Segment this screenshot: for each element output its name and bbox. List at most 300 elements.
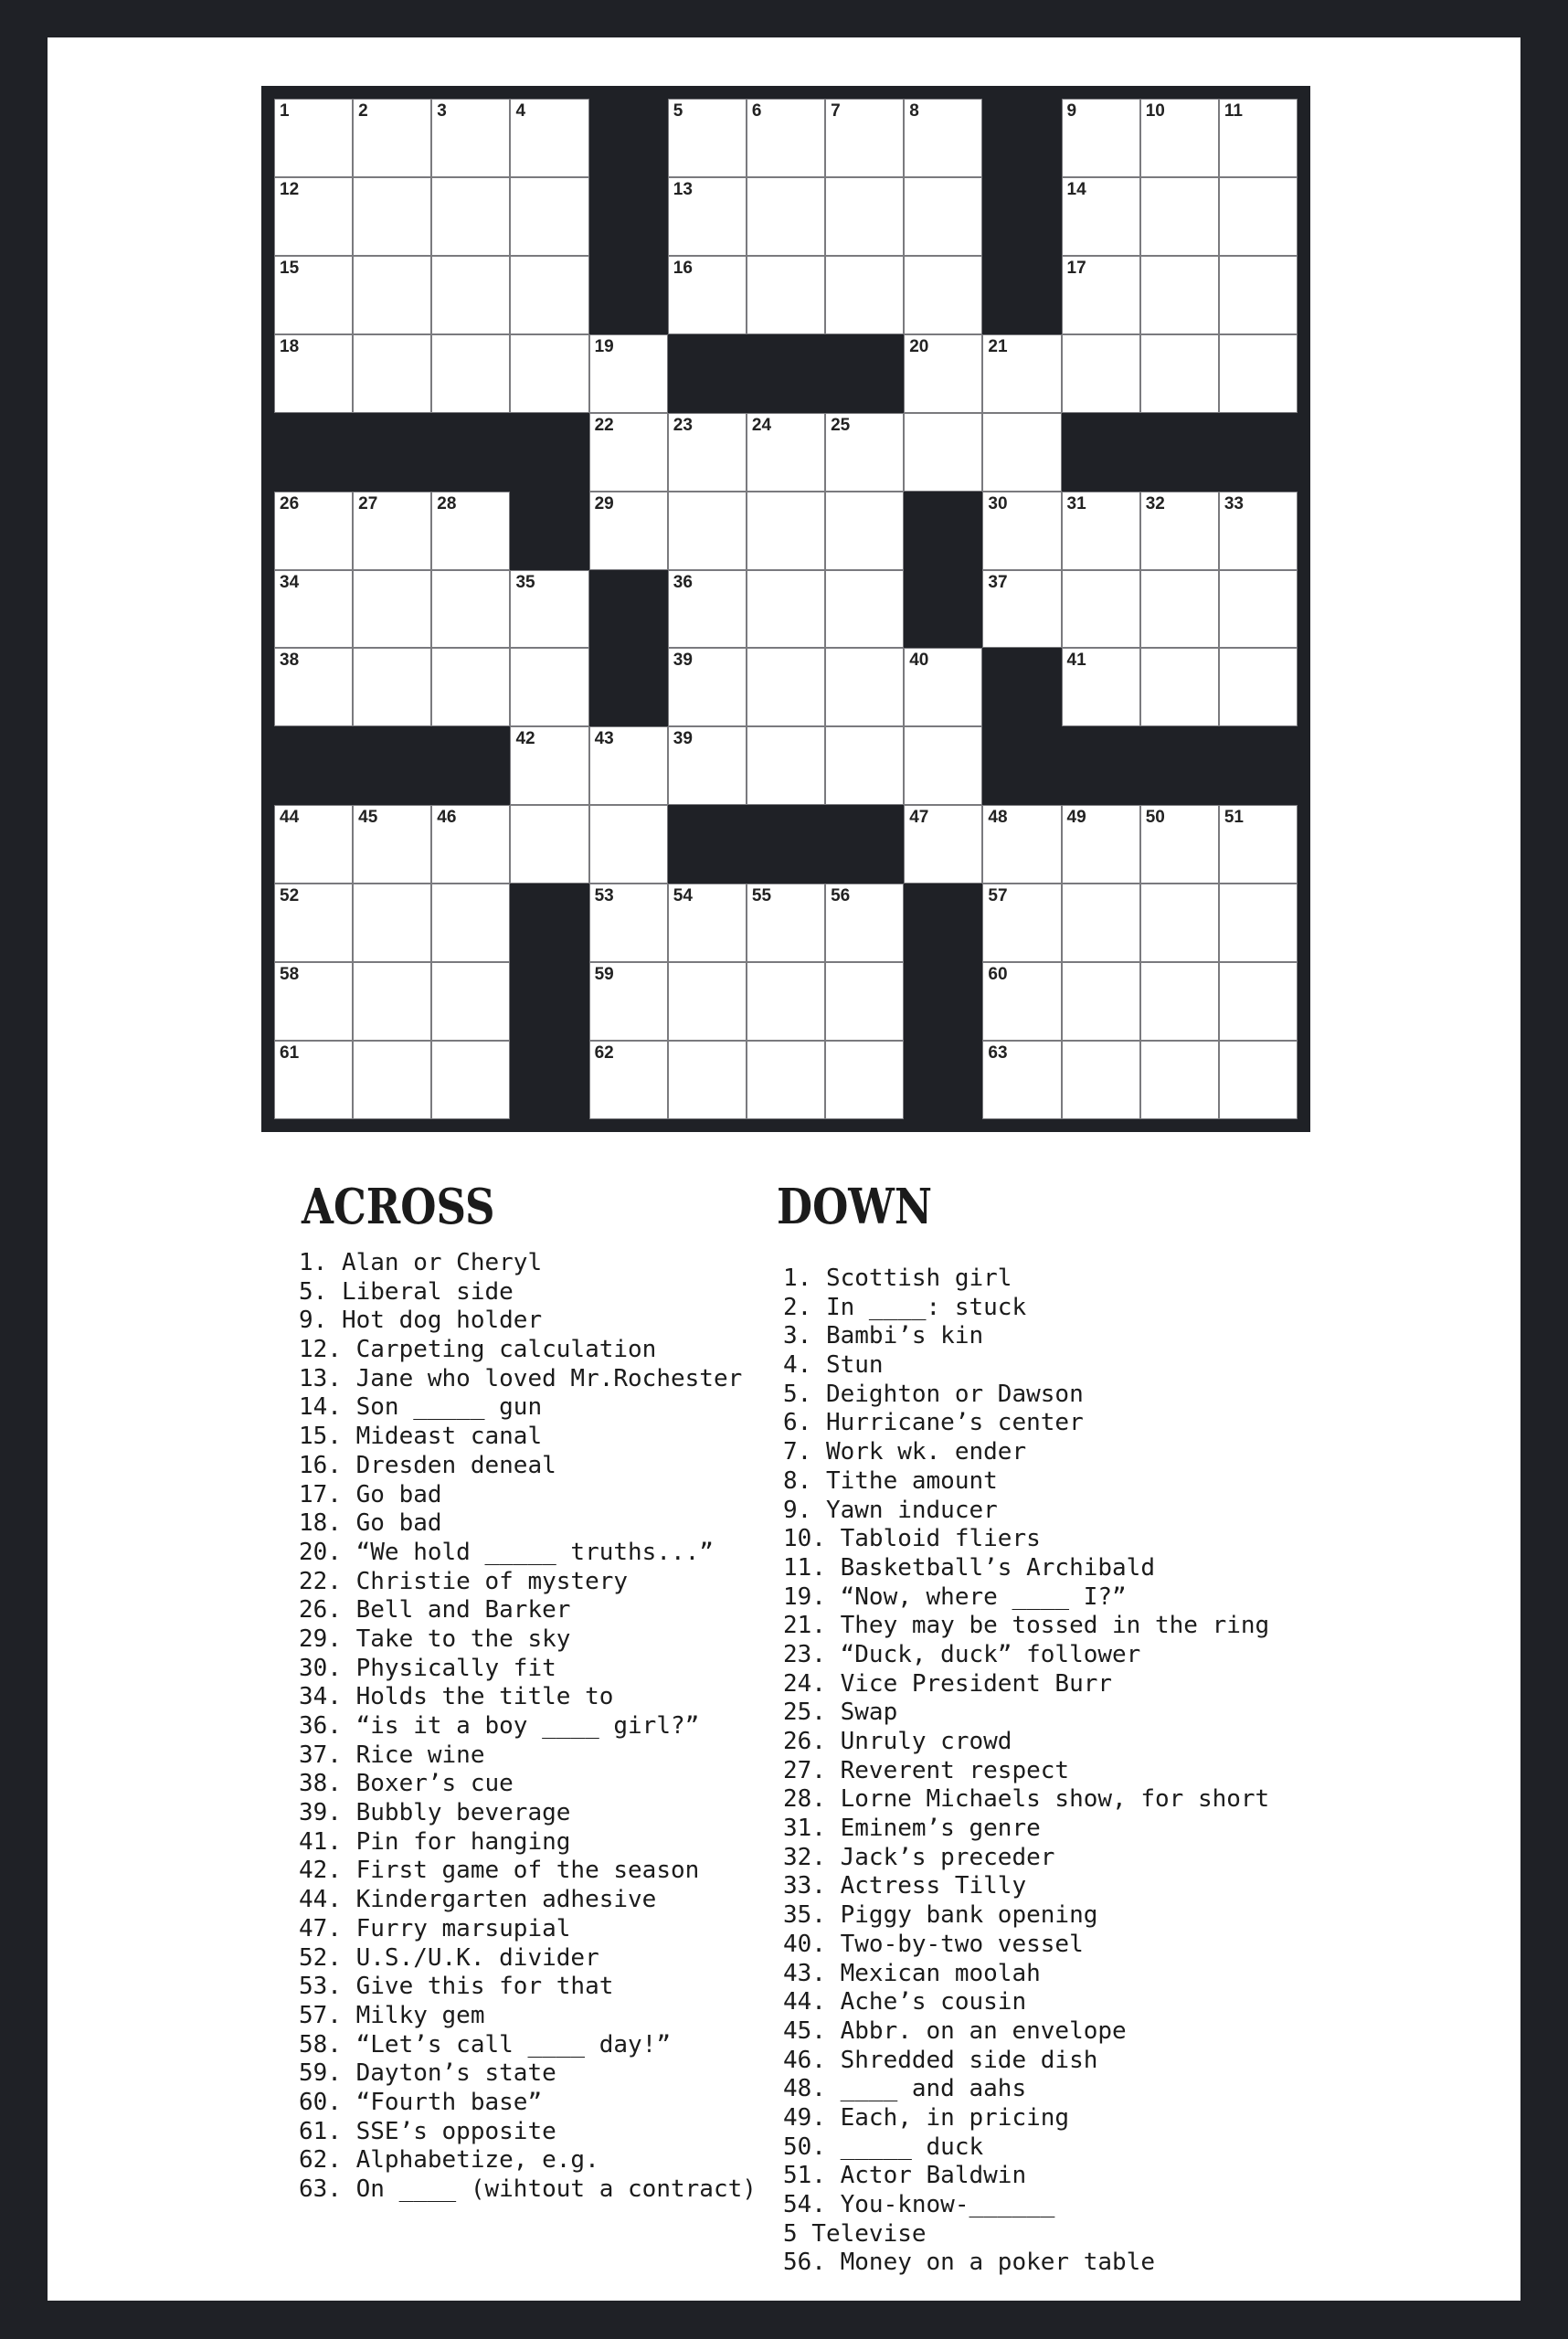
black-cell: [668, 334, 747, 413]
black-cell: [589, 648, 668, 726]
black-cell: [825, 334, 904, 413]
grid-cell[interactable]: [904, 334, 982, 413]
grid-cell[interactable]: [274, 884, 353, 962]
grid-cell[interactable]: [982, 962, 1061, 1041]
grid-cell[interactable]: [431, 648, 510, 726]
across-clue: 15. Mideast canal: [299, 1423, 543, 1451]
grid-cell[interactable]: [589, 413, 668, 492]
black-cell: [1062, 726, 1140, 805]
across-clue: 63. On ____ (wihtout a contract): [299, 2175, 757, 2203]
cell-number: 44: [280, 808, 300, 828]
cell-number: 25: [831, 415, 851, 435]
black-cell: [589, 570, 668, 649]
black-cell: [353, 413, 431, 492]
grid-cell[interactable]: [904, 805, 982, 884]
grid-cell[interactable]: [589, 805, 668, 884]
down-clue: 45. Abbr. on an envelope: [783, 2016, 1127, 2045]
grid-cell[interactable]: [1062, 962, 1140, 1041]
grid-cell[interactable]: [904, 413, 982, 492]
grid-cell[interactable]: [510, 726, 588, 805]
cell-number: 39: [673, 651, 693, 671]
black-cell: [1062, 413, 1140, 492]
cell-number: 14: [1066, 179, 1086, 199]
cell-number: 61: [280, 1043, 300, 1064]
across-clue: 13. Jane who loved Mr.Rochester: [299, 1364, 743, 1392]
down-clue: 10. Tabloid fliers: [783, 1525, 1041, 1553]
black-cell: [1219, 726, 1298, 805]
black-cell: [825, 805, 904, 884]
black-cell: [982, 726, 1061, 805]
down-clue: 2. In ____: stuck: [783, 1293, 1027, 1321]
down-clue: 31. Eminem’s genre: [783, 1815, 1041, 1843]
grid-cell[interactable]: [1062, 884, 1140, 962]
cell-number: 23: [673, 415, 693, 435]
cell-number: 17: [1066, 258, 1086, 278]
black-cell: [982, 648, 1061, 726]
cell-number: 24: [751, 415, 772, 435]
black-cell: [904, 884, 982, 962]
grid-cell[interactable]: [353, 805, 431, 884]
black-cell: [353, 726, 431, 805]
grid-cell[interactable]: [1219, 648, 1298, 726]
down-clue: 8. Tithe amount: [783, 1466, 998, 1495]
cell-number: 28: [437, 493, 457, 513]
grid-cell[interactable]: [1219, 962, 1298, 1041]
grid-cell[interactable]: [431, 962, 510, 1041]
black-cell: [589, 99, 668, 177]
down-clue: 32. Jack’s preceder: [783, 1843, 1055, 1871]
black-cell: [904, 1041, 982, 1119]
across-clue: 17. Go bad: [299, 1480, 442, 1508]
across-clue: 60. “Fourth base”: [299, 2088, 543, 2116]
grid-cell[interactable]: [431, 177, 510, 256]
grid-cell[interactable]: [353, 99, 431, 177]
grid-cell[interactable]: [1219, 570, 1298, 649]
grid-cell[interactable]: [747, 1041, 825, 1119]
grid-cell[interactable]: [1219, 177, 1298, 256]
across-clue: 38. Boxer’s cue: [299, 1770, 514, 1798]
grid-cell[interactable]: [668, 177, 747, 256]
grid-cell[interactable]: [825, 962, 904, 1041]
cell-number: 8: [909, 101, 919, 121]
grid-cell[interactable]: [1062, 1041, 1140, 1119]
grid-cell[interactable]: [1219, 1041, 1298, 1119]
cell-number: 56: [831, 886, 851, 906]
down-clue: 6. Hurricane’s center: [783, 1409, 1084, 1437]
across-clue: 39. Bubbly beverage: [299, 1799, 571, 1827]
grid-cell[interactable]: [1062, 648, 1140, 726]
cell-number: 62: [594, 1043, 614, 1064]
cell-number: 59: [594, 965, 614, 985]
down-clue: 21. They may be tossed in the ring: [783, 1612, 1270, 1640]
cell-number: 48: [988, 808, 1008, 828]
down-clue: 43. Mexican moolah: [783, 1959, 1041, 1987]
black-cell: [904, 962, 982, 1041]
grid-cell[interactable]: [982, 805, 1061, 884]
cell-number: 10: [1145, 101, 1165, 121]
across-clue: 5. Liberal side: [299, 1277, 514, 1306]
grid-cell[interactable]: [1062, 256, 1140, 334]
black-cell: [589, 256, 668, 334]
grid-cell[interactable]: [274, 334, 353, 413]
cell-number: 1: [280, 101, 290, 121]
cell-number: 63: [988, 1043, 1008, 1064]
grid-cell[interactable]: [747, 884, 825, 962]
grid-cell[interactable]: [982, 334, 1061, 413]
down-clue: 33. Actress Tilly: [783, 1872, 1027, 1900]
across-clue: 37. Rice wine: [299, 1741, 485, 1769]
across-clue: 47. Furry marsupial: [299, 1914, 571, 1942]
across-clue: 62. Alphabetize, e.g.: [299, 2146, 599, 2175]
grid-cell[interactable]: [589, 726, 668, 805]
black-cell: [1140, 726, 1219, 805]
grid-cell[interactable]: [431, 1041, 510, 1119]
cell-number: 54: [673, 886, 693, 906]
cell-number: 43: [594, 729, 614, 749]
grid-cell[interactable]: [747, 177, 825, 256]
black-cell: [1219, 413, 1298, 492]
black-cell: [982, 99, 1061, 177]
grid-cell[interactable]: [668, 256, 747, 334]
grid-cell[interactable]: [668, 884, 747, 962]
cell-number: 19: [594, 336, 614, 356]
cell-number: 7: [831, 101, 841, 121]
grid-cell[interactable]: [1219, 492, 1298, 570]
cell-number: 39: [673, 729, 693, 749]
cell-number: 29: [594, 493, 614, 513]
across-clue: 16. Dresden deneal: [299, 1451, 556, 1479]
down-clue: 4. Stun: [783, 1351, 884, 1380]
black-cell: [747, 805, 825, 884]
grid-cell[interactable]: [431, 334, 510, 413]
grid-cell[interactable]: [904, 726, 982, 805]
grid-cell[interactable]: [589, 884, 668, 962]
grid-cell[interactable]: [274, 805, 353, 884]
grid-cell[interactable]: [668, 962, 747, 1041]
grid-cell[interactable]: [825, 413, 904, 492]
cell-number: 22: [594, 415, 614, 435]
across-clue: 59. Dayton’s state: [299, 2059, 556, 2088]
across-clue: 57. Milky gem: [299, 2001, 485, 2029]
grid-cell[interactable]: [1062, 570, 1140, 649]
grid-cell[interactable]: [747, 962, 825, 1041]
black-cell: [274, 413, 353, 492]
cell-number: 6: [751, 101, 762, 121]
grid-cell[interactable]: [904, 177, 982, 256]
grid-cell[interactable]: [747, 726, 825, 805]
grid-cell[interactable]: [668, 648, 747, 726]
down-clue: 7. Work wk. ender: [783, 1438, 1027, 1466]
down-clue: 48. ____ and aahs: [783, 2075, 1027, 2103]
across-clue: 26. Bell and Barker: [299, 1596, 571, 1625]
across-clue: 52. U.S./U.K. divider: [299, 1943, 599, 1972]
grid-cell[interactable]: [982, 413, 1061, 492]
grid-cell[interactable]: [353, 177, 431, 256]
grid-cell[interactable]: [589, 1041, 668, 1119]
cell-number: 5: [673, 101, 683, 121]
across-header: ACROSS: [302, 1179, 495, 1235]
down-clue: 25. Swap: [783, 1699, 898, 1727]
black-cell: [510, 884, 588, 962]
cell-number: 58: [280, 965, 300, 985]
grid-cell[interactable]: [982, 492, 1061, 570]
grid-cell[interactable]: [904, 256, 982, 334]
down-clue: 50. _____ duck: [783, 2133, 984, 2161]
grid-cell[interactable]: [589, 492, 668, 570]
cell-number: 50: [1145, 808, 1165, 828]
grid-cell[interactable]: [1140, 177, 1219, 256]
cell-number: 27: [358, 493, 378, 513]
cell-number: 20: [909, 336, 929, 356]
grid-cell[interactable]: [431, 884, 510, 962]
cell-number: 16: [673, 258, 693, 278]
grid-cell[interactable]: [510, 648, 588, 726]
down-clue: 27. Reverent respect: [783, 1756, 1070, 1784]
grid-cell[interactable]: [510, 570, 588, 649]
cell-number: 3: [437, 101, 447, 121]
grid-cell[interactable]: [668, 570, 747, 649]
grid-cell[interactable]: [510, 99, 588, 177]
cell-number: 53: [594, 886, 614, 906]
grid-cell[interactable]: [353, 492, 431, 570]
across-clue-list: [299, 1249, 757, 2205]
grid-cell[interactable]: [825, 1041, 904, 1119]
grid-cell[interactable]: [1140, 99, 1219, 177]
cell-number: 33: [1224, 493, 1244, 513]
cell-number: 12: [280, 179, 300, 199]
grid-cell[interactable]: [431, 256, 510, 334]
grid-cell[interactable]: [668, 99, 747, 177]
down-clue: 44. Ache’s cousin: [783, 1988, 1027, 2016]
cell-number: 41: [1066, 651, 1086, 671]
cell-number: 11: [1224, 101, 1243, 121]
black-cell: [982, 256, 1061, 334]
black-cell: [510, 492, 588, 570]
grid-cell[interactable]: [1219, 99, 1298, 177]
cell-number: 60: [988, 965, 1008, 985]
down-clue: 5. Deighton or Dawson: [783, 1380, 1084, 1408]
cell-number: 21: [988, 336, 1008, 356]
down-clue: 35. Piggy bank opening: [783, 1901, 1098, 1930]
grid-cell[interactable]: [825, 99, 904, 177]
grid-cell[interactable]: [431, 99, 510, 177]
across-clue: 53. Give this for that: [299, 1973, 614, 2001]
grid-cell[interactable]: [1062, 99, 1140, 177]
cell-number: 46: [437, 808, 457, 828]
grid-cell[interactable]: [982, 570, 1061, 649]
grid-cell[interactable]: [1140, 1041, 1219, 1119]
cell-number: 49: [1066, 808, 1086, 828]
grid-cell[interactable]: [1062, 805, 1140, 884]
grid-cell[interactable]: [431, 805, 510, 884]
down-clue: 19. “Now, where ____ I?”: [783, 1582, 1127, 1611]
grid-cell[interactable]: [353, 1041, 431, 1119]
grid-cell[interactable]: [825, 726, 904, 805]
grid-cell[interactable]: [747, 256, 825, 334]
grid-cell[interactable]: [1140, 256, 1219, 334]
grid-cell[interactable]: [825, 884, 904, 962]
grid-cell[interactable]: [825, 570, 904, 649]
grid-cell[interactable]: [747, 413, 825, 492]
crossword-grid: [261, 86, 1310, 1132]
cell-number: 42: [515, 729, 535, 749]
grid-cell[interactable]: [1140, 334, 1219, 413]
grid-cell[interactable]: [589, 962, 668, 1041]
cell-number: 52: [280, 886, 300, 906]
grid-cell[interactable]: [904, 99, 982, 177]
black-cell: [982, 177, 1061, 256]
grid-cell[interactable]: [1219, 256, 1298, 334]
black-cell: [510, 962, 588, 1041]
across-clue: 44. Kindergarten adhesive: [299, 1886, 657, 1914]
cell-number: 38: [280, 651, 300, 671]
grid-cell[interactable]: [747, 492, 825, 570]
cell-number: 34: [280, 572, 300, 592]
grid-cell[interactable]: [353, 256, 431, 334]
cell-number: 31: [1066, 493, 1086, 513]
black-cell: [904, 492, 982, 570]
grid-cell[interactable]: [274, 1041, 353, 1119]
cell-number: 45: [358, 808, 378, 828]
grid-cell[interactable]: [589, 334, 668, 413]
down-clue: 54. You-know-______: [783, 2191, 1055, 2218]
across-clue: 20. “We hold _____ truths...”: [299, 1538, 714, 1566]
cell-number: 2: [358, 101, 368, 121]
grid-cell[interactable]: [1219, 334, 1298, 413]
grid-cell[interactable]: [353, 334, 431, 413]
down-clue: 26. Unruly crowd: [783, 1728, 1012, 1755]
grid-cell[interactable]: [982, 884, 1061, 962]
across-clue: 61. SSE’s opposite: [299, 2117, 556, 2145]
across-clue: 1. Alan or Cheryl: [299, 1249, 543, 1276]
grid-cell[interactable]: [274, 648, 353, 726]
grid-cell[interactable]: [1062, 334, 1140, 413]
cell-number: 32: [1145, 493, 1165, 513]
across-clue: 34. Holds the title to: [299, 1683, 614, 1711]
grid-cell[interactable]: [274, 256, 353, 334]
grid-cell[interactable]: [1219, 805, 1298, 884]
cell-number: 55: [751, 886, 772, 906]
cell-number: 9: [1066, 101, 1077, 121]
cell-number: 4: [515, 101, 526, 121]
cell-number: 37: [988, 572, 1008, 592]
cell-number: 26: [280, 493, 300, 513]
across-clue: 14. Son _____ gun: [299, 1393, 543, 1422]
grid-cell[interactable]: [1219, 884, 1298, 962]
grid-cell[interactable]: [747, 99, 825, 177]
crossword-cells: [274, 99, 1298, 1119]
grid-cell[interactable]: [353, 648, 431, 726]
grid-cell[interactable]: [1140, 962, 1219, 1041]
cell-number: 15: [280, 258, 300, 278]
cell-number: 40: [909, 651, 929, 671]
grid-cell[interactable]: [825, 177, 904, 256]
grid-cell[interactable]: [982, 1041, 1061, 1119]
grid-cell[interactable]: [510, 805, 588, 884]
grid-cell[interactable]: [747, 648, 825, 726]
grid-cell[interactable]: [904, 648, 982, 726]
across-clue: 18. Go bad: [299, 1509, 442, 1538]
cell-number: 51: [1224, 808, 1244, 828]
grid-cell[interactable]: [274, 962, 353, 1041]
down-clue-list: [783, 1265, 1269, 2278]
across-clue: 12. Carpeting calculation: [299, 1336, 657, 1364]
grid-cell[interactable]: [431, 570, 510, 649]
down-clue: 3. Bambi’s kin: [783, 1322, 984, 1350]
across-clue: 36. “is it a boy ____ girl?”: [299, 1712, 700, 1740]
grid-cell[interactable]: [825, 648, 904, 726]
cell-number: 47: [909, 808, 929, 828]
grid-cell[interactable]: [510, 177, 588, 256]
down-clue: 46. Shredded side dish: [783, 2046, 1098, 2074]
black-cell: [510, 413, 588, 492]
down-clue: 5 Televise: [783, 2219, 927, 2248]
grid-cell[interactable]: [825, 256, 904, 334]
down-clue: 51. Actor Baldwin: [783, 2162, 1027, 2190]
down-clue: 23. “Duck, duck” follower: [783, 1640, 1141, 1668]
grid-cell[interactable]: [747, 570, 825, 649]
down-clue: 40. Two-by-two vessel: [783, 1930, 1084, 1958]
down-clue: 24. Vice President Burr: [783, 1669, 1113, 1698]
down-clue: 1. Scottish girl: [783, 1265, 1012, 1292]
grid-cell[interactable]: [668, 413, 747, 492]
grid-cell[interactable]: [510, 256, 588, 334]
across-clue: 29. Take to the sky: [299, 1625, 571, 1653]
grid-cell[interactable]: [431, 492, 510, 570]
grid-cell[interactable]: [1140, 805, 1219, 884]
black-cell: [747, 334, 825, 413]
grid-cell[interactable]: [274, 99, 353, 177]
cell-number: 30: [988, 493, 1008, 513]
grid-cell[interactable]: [1140, 648, 1219, 726]
grid-cell[interactable]: [668, 492, 747, 570]
across-clue: 42. First game of the season: [299, 1857, 700, 1885]
grid-cell[interactable]: [668, 1041, 747, 1119]
across-clue: 22. Christie of mystery: [299, 1567, 629, 1595]
grid-cell[interactable]: [825, 492, 904, 570]
grid-cell[interactable]: [510, 334, 588, 413]
across-clue: 9. Hot dog holder: [299, 1307, 543, 1335]
grid-cell[interactable]: [353, 962, 431, 1041]
black-cell: [510, 1041, 588, 1119]
grid-cell[interactable]: [353, 570, 431, 649]
grid-cell[interactable]: [1062, 492, 1140, 570]
black-cell: [589, 177, 668, 256]
grid-cell[interactable]: [353, 884, 431, 962]
grid-cell[interactable]: [1062, 177, 1140, 256]
grid-cell[interactable]: [274, 177, 353, 256]
grid-cell[interactable]: [1140, 570, 1219, 649]
black-cell: [274, 726, 353, 805]
grid-cell[interactable]: [274, 492, 353, 570]
black-cell: [904, 570, 982, 649]
down-header: DOWN: [777, 1179, 933, 1235]
cell-number: 18: [280, 336, 300, 356]
grid-cell[interactable]: [274, 570, 353, 649]
down-clue: 11. Basketball’s Archibald: [783, 1553, 1155, 1582]
black-cell: [431, 726, 510, 805]
down-clue: 28. Lorne Michaels show, for short: [783, 1785, 1270, 1814]
grid-cell[interactable]: [668, 726, 747, 805]
cell-number: 35: [515, 572, 535, 592]
cell-number: 36: [673, 572, 693, 592]
grid-cell[interactable]: [1140, 492, 1219, 570]
black-cell: [1140, 413, 1219, 492]
across-clue: 41. Pin for hanging: [299, 1827, 571, 1856]
across-clue: 30. Physically fit: [299, 1654, 556, 1682]
grid-cell[interactable]: [1140, 884, 1219, 962]
down-clue: 49. Each, in pricing: [783, 2103, 1070, 2132]
